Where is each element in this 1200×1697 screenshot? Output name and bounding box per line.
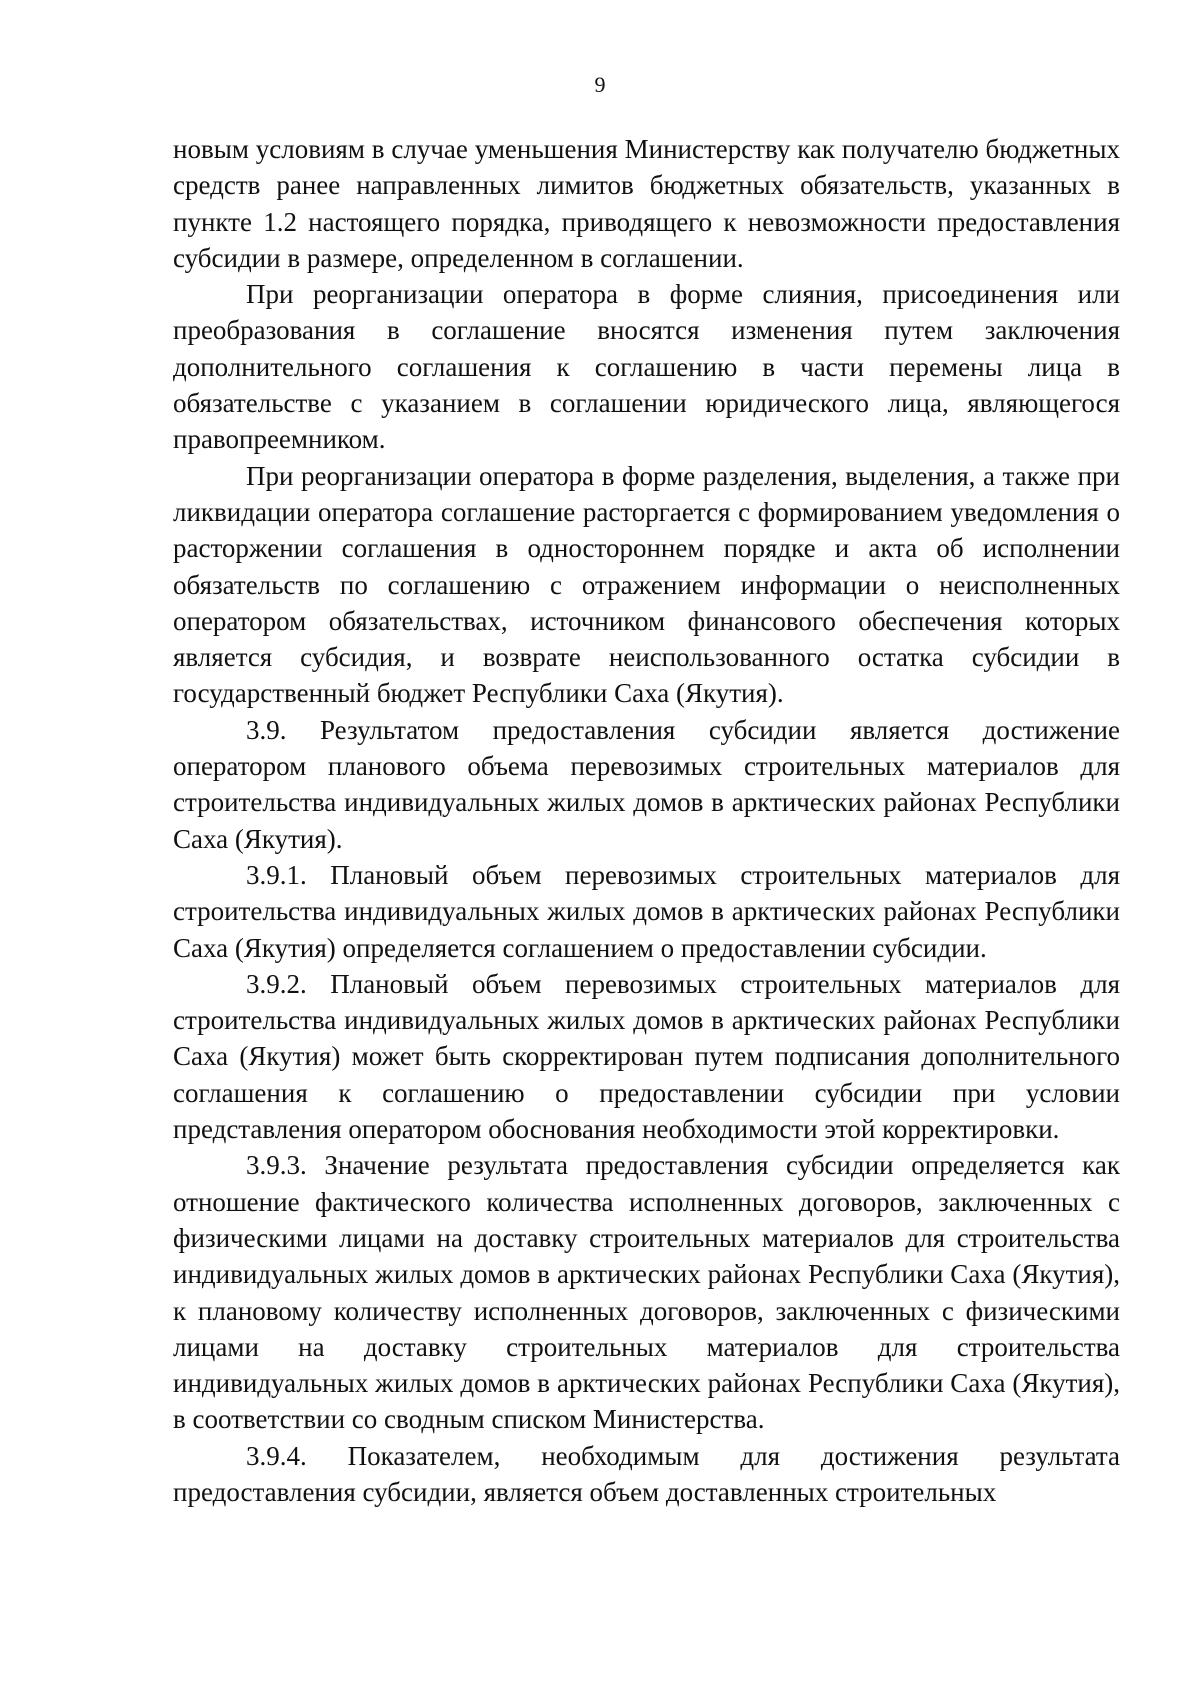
paragraph-3-9-4: 3.9.4. Показателем, необходимым для достижения результата предоставления субсидии, является объем доставленных строительных <box>173 1440 1120 1507</box>
paragraph-3-9: 3.9. Результатом предоставления субсидии является достижение оператором планового объема перевозимых строительных материалов для строительства индивидуальных жилых домов в арктических районах Республики Саха (Якутия). <box>173 714 1120 854</box>
paragraph-reorganization-division: При реорганизации оператора в форме разделения, выделения, а также при ликвидации оператора соглашение расторгается с формированием уведомления о расторжении соглашения в одностороннем порядке и акта об исполнении обязательств по соглашению с отражением информации о неисполненных оператором обязательствах, источником финансового обеспечения которых является субсидия, и возврате неиспользованного остатка субсидии в государственный бюджет Республики Саха (Якутия). <box>173 460 1120 709</box>
document-body <box>173 131 1120 1510</box>
paragraph-3-9-1: 3.9.1. Плановый объем перевозимых строительных материалов для строительства индивидуальных жилых домов в арктических районах Республики Саха (Якутия) определяется соглашением о предоставлении субсидии. <box>173 859 1120 963</box>
paragraph-3-9-2: 3.9.2. Плановый объем перевозимых строительных материалов для строительства индивидуальных жилых домов в арктических районах Республики Саха (Якутия) может быть скорректирован путем подписания дополнительного соглашения к соглашению о предоставлении субсидии при условии представления оператором обоснования необходимости этой корректировки. <box>173 968 1120 1145</box>
paragraph-reorganization-merger: При реорганизации оператора в форме слияния, присоединения или преобразования в соглашение вносятся изменения путем заключения дополнительного соглашения к соглашению в части перемены лица в обязательстве с указанием в соглашении юридического лица, являющегося правопреемником. <box>173 279 1120 455</box>
paragraph-3-9-3: 3.9.3. Значение результата предоставления субсидии определяется как отношение фактического количества исполненных договоров, заключенных с физическими лицами на доставку строительных материалов для строительства индивидуальных жилых домов в арктических районах Республики Саха (Якутия), к плановому количеству исполненных договоров, заключенных с физическими лицами на доставку строительных материалов для строительства индивидуальных жилых домов в арктических районах Республики Саха (Якутия), в соответствии со сводным списком Министерства. <box>173 1150 1120 1435</box>
page-number: 9 <box>594 72 606 97</box>
paragraph-continuation: новым условиям в случае уменьшения Министерству как получателю бюджетных средств ранее направленных лимитов бюджетных обязательств, указанных в пункте 1.2 настоящего порядка, приводящего к невозможности предоставления субсидии в размере, определенном в соглашении. <box>173 134 1120 273</box>
